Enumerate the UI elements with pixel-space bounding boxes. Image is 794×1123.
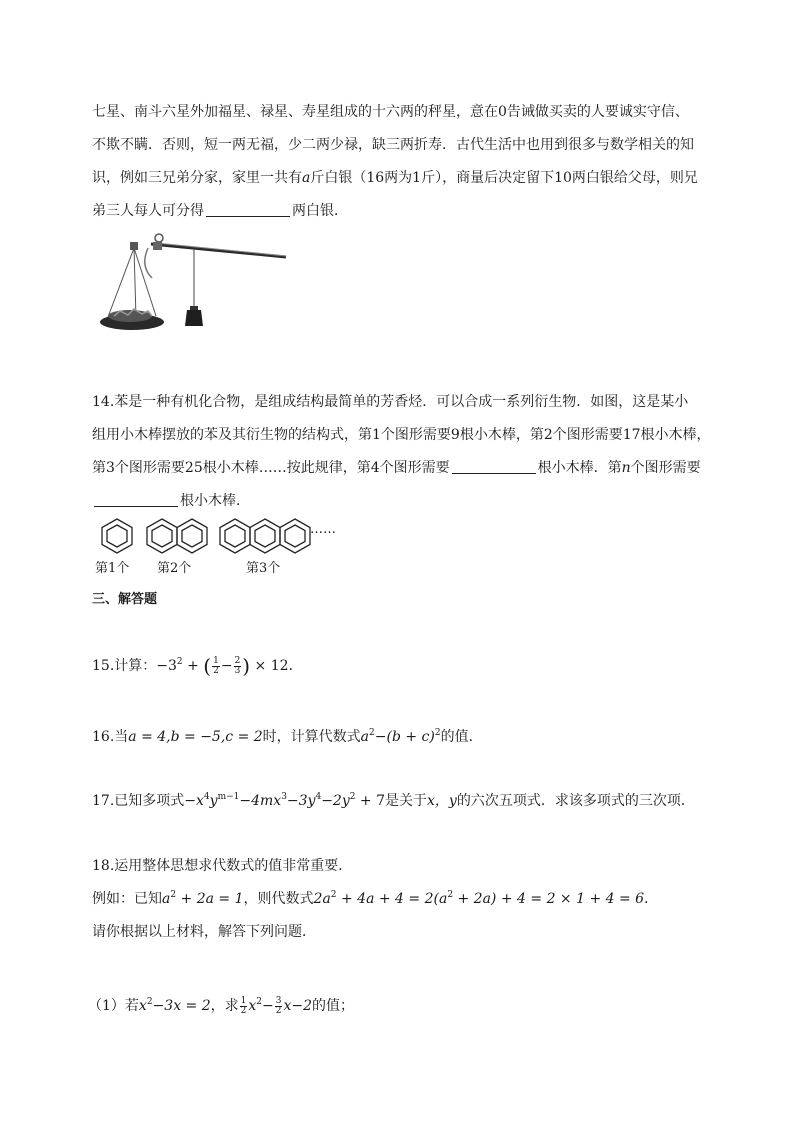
- p18-example-line: 例如：已知$a^2 + 2a = 1$，则代数式$2a^2 + 4a + 4 = 2(a^2 + 2a) + 4 = 2 \times 1 + 4 = 6$．: [92, 890, 659, 907]
- figure-2-label: 第2个: [157, 561, 192, 576]
- p18-line-3: 请你根据以上材料，解答下列问题．: [92, 924, 316, 940]
- p13-line-2: 不欺不瞒．否则，短一两无福，少二两少禄，缺三两折寿．古代生活中也用到很多与数学相关的知: [92, 137, 694, 153]
- fraction-3-2: $\frac{3}{2}$: [275, 995, 282, 1016]
- p13-line-4: 弟三人每人可分得 两白银．: [92, 203, 348, 219]
- fraction-2-3: $\frac{2}{3}$: [234, 655, 241, 676]
- p18-question-1: （1）若$x^2-3x = 2$，求 $\frac{1}{2}$ $x^2-$ $\frac{3}{2}$ x−2的值；: [88, 995, 355, 1016]
- p14-line-3: 第3个图形需要25根小木棒……按此规律，第4个图形需要 根小木棒．第n个图形需要: [92, 460, 701, 476]
- p13-line-1: 七星、南斗六星外加福星、禄星、寿星组成的十六两的秤星，意在0告诫做买卖的人要诚实守信、: [92, 104, 689, 120]
- steelyard-balance-image: [96, 230, 296, 342]
- right-paren: ): [242, 654, 251, 678]
- p15-line: 15.计算：$-3^2$ + ( $\frac{1}{2}$ − $\frac{2}{3}$ ) × 12．: [92, 654, 303, 678]
- figure-ellipsis: ……: [310, 522, 336, 537]
- p14-line-2: 组用小木棒摆放的苯及其衍生物的结构式，第1个图形需要9根小木棒，第2个图形需要17根小木棒，: [92, 427, 711, 443]
- p14-line-4: 根小木棒．: [92, 491, 250, 511]
- p13-line-3: 识，例如三兄弟分家，家里一共有a斤白银（16两为1斤），商量后决定留下10两白银给父母，则兄: [92, 170, 698, 186]
- p16-line: 16.当a = 4,b = −5,c = 2时，计算代数式$a^2-(b + c)^2$的值．: [92, 728, 483, 745]
- p17-line: 17.已知多项式$-x^4y^{m-1}-4mx^3-3y^4-2y^2 + 7$是关于x，y的六次五项式．求该多项式的三次项．: [92, 792, 695, 809]
- answer-blank: [94, 492, 178, 507]
- figure-3-label: 第3个: [246, 561, 281, 576]
- left-paren: (: [203, 654, 212, 678]
- answer-blank: [452, 459, 536, 474]
- figure-1-label: 第1个: [95, 561, 130, 576]
- section-heading: 三、解答题: [92, 592, 158, 607]
- fraction-1-2: $\frac{1}{2}$: [240, 995, 247, 1016]
- answer-blank: [206, 202, 290, 217]
- p14-line-1: 14.苯是一种有机化合物，是组成结构最简单的芳香烃．可以合成一系列衍生物．如图，这是某小: [92, 394, 689, 410]
- fraction-1-2: $\frac{1}{2}$: [213, 655, 219, 676]
- p18-line-1: 18.运用整体思想求代数式的值非常重要．: [92, 858, 353, 874]
